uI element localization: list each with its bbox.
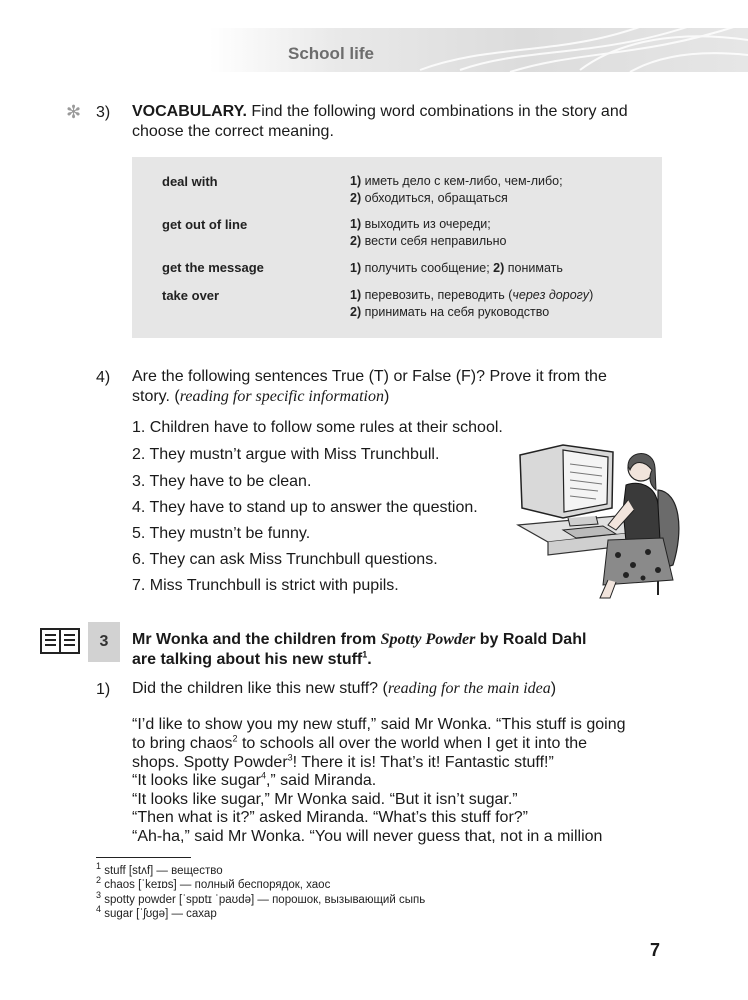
list-item: 1. Children have to follow some rules at their school. (132, 419, 503, 436)
vocabulary-box (132, 157, 662, 338)
section-3-title: Mr Wonka and the children from Spotty Powder by Roald Dahl are talking about his new stuff$^1$. (132, 631, 587, 668)
header-decoration (380, 0, 748, 72)
list-item: 4. They have to stand up to answer the question. (132, 499, 478, 516)
list-item: 3. They have to be clean. (132, 473, 312, 490)
vocab-term: get the message (162, 260, 264, 275)
girl-at-computer-illustration (508, 430, 688, 600)
question-3-line-1: Find the following word combinations in the story and (246, 103, 628, 120)
section-3-badge: 3 (88, 622, 120, 662)
asterisk-icon: ✻ (66, 102, 82, 122)
list-item: 7. Miss Trunchbull is strict with pupils. (132, 577, 399, 594)
vocab-term: deal with (162, 174, 218, 189)
question-3-number: 3) (96, 104, 111, 121)
question-1-number: 1) (96, 681, 111, 698)
story-line: “Then what is it?” asked Miranda. “What’s this stuff for?” (132, 809, 529, 826)
story-line: “It looks like sugar,” Mr Wonka said. “But it isn’t sugar.” (132, 791, 518, 808)
story-line: “Ah-ha,” said Mr Wonka. “You will never guess that, not in a million (132, 828, 603, 845)
list-item: 5. They mustn’t be funny. (132, 525, 311, 542)
vocab-definition: 1) перевозить, переводить (через дорогу) 2) принимать на себя руководство (350, 288, 594, 319)
story-line: to bring chaos$^2$ to schools all over the world when I get it into the (132, 733, 588, 752)
story-line: “I’d like to show you my new stuff,” said Mr Wonka. “This stuff is going (132, 716, 626, 733)
vocab-term: get out of line (162, 217, 248, 232)
question-3-text (132, 102, 672, 142)
footnote-divider (96, 857, 191, 858)
list-item: 2. They mustn’t argue with Miss Trunchbull. (132, 446, 440, 463)
question-4-number: 4) (96, 369, 111, 386)
page-header-title: School life (288, 44, 374, 63)
vocab-definition: 1) выходить из очереди; 2) вести себя неправильно (350, 217, 507, 248)
story-line: “It looks like sugar$^4$,” said Miranda. (132, 770, 377, 789)
footnote: $^4$ sugar [ˈʃʊgə] — сахар (96, 904, 217, 920)
vocab-definition: 1) иметь дело с кем-либо, чем-либо; 2) обходиться, обращаться (350, 174, 563, 205)
page-number: 7 (650, 940, 661, 960)
vocabulary-label: VOCABULARY. (132, 103, 247, 120)
footnote: $^2$ chaos [ˈkeɪɒs] — полный беспорядок, хаос (96, 875, 331, 891)
story-line: shops. Spotty Powder$^3$! There it is! That’s it! Fantastic stuff!” (132, 752, 554, 771)
question-4-text: Are the following sentences True (T) or False (F)? Prove it from the story. (reading for specific information) (132, 368, 607, 405)
question-3-line-2: choose the correct meaning. (132, 123, 334, 140)
question-1-text: Did the children like this new stuff? (reading for the main idea) (132, 680, 557, 697)
footnote: $^3$ spotty powder [ˈspɒtɪ ˈpaʊdə] — порошок, вызывающий сыпь (96, 890, 426, 906)
vocab-definition: 1) получить сообщение; 2) понимать (350, 261, 563, 275)
footnote: $^1$ stuff [stʌf] — вещество (96, 861, 223, 877)
vocab-term: take over (162, 288, 220, 303)
list-item: 6. They can ask Miss Trunchbull questions. (132, 551, 438, 568)
book-icon (40, 628, 80, 654)
